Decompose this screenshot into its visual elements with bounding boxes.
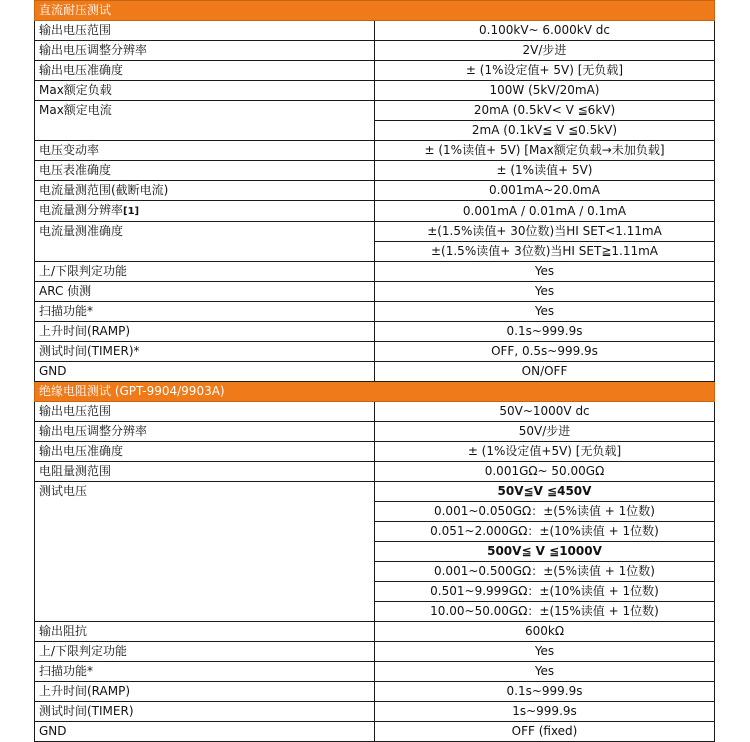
section-header [35, 1, 715, 21]
row-label [35, 702, 375, 722]
row-label [35, 61, 375, 81]
row-value: 2mA (0.1kV≦ V ≦0.5kV) [375, 121, 715, 141]
row-value: 20mA (0.5kV< V ≦6kV) [375, 101, 715, 121]
table-row [35, 222, 715, 242]
table-row [35, 262, 715, 282]
row-label [35, 322, 375, 342]
row-label [35, 422, 375, 442]
row-value: 50V~1000V dc [375, 402, 715, 422]
row-label-text: 电压表准确度 [39, 163, 112, 177]
row-value: 0.001~0.500GΩ：±(5%读值 + 1位数) [375, 562, 715, 582]
row-label [35, 402, 375, 422]
row-value: 0.1s~999.9s [375, 322, 715, 342]
row-label-text: 输出电压准确度 [39, 63, 124, 77]
row-label-text: 输出阻抗 [39, 624, 88, 638]
row-value: 10.00~50.00GΩ：±(15%读值 + 1位数) [375, 602, 715, 622]
row-value: ± (1%设定值+ 5V) [无负载] [375, 61, 715, 81]
table-row [35, 181, 715, 201]
row-label [35, 462, 375, 482]
row-label-text: 电压变动率 [39, 143, 100, 157]
row-value: Yes [375, 662, 715, 682]
row-label [35, 181, 375, 201]
row-value: 0.1s~999.9s [375, 682, 715, 702]
row-label-text: 上/下限判定功能 [39, 644, 128, 658]
row-value: ± (1%读值+ 5V) [Max额定负载→未加负载] [375, 141, 715, 161]
row-label-text: 输出电压准确度 [39, 444, 124, 458]
row-label-text: 输出电压范围 [39, 404, 112, 418]
row-label-text: Max额定电流 [39, 103, 112, 117]
table-row [35, 702, 715, 722]
row-label [35, 442, 375, 462]
section-header [35, 382, 715, 402]
row-value: 0.001~0.050GΩ：±(5%读值 + 1位数) [375, 502, 715, 522]
row-value: 0.100kV~ 6.000kV dc [375, 21, 715, 41]
row-label [35, 101, 375, 141]
table-row [35, 41, 715, 61]
table-row [35, 642, 715, 662]
row-label-text: 扫描功能* [39, 664, 94, 678]
table-row [35, 81, 715, 101]
row-value: 50V≦V ≦450V [375, 482, 715, 502]
row-label [35, 642, 375, 662]
table-row [35, 201, 715, 222]
row-value: 0.001mA~20.0mA [375, 181, 715, 201]
row-label-text: 上/下限判定功能 [39, 264, 128, 278]
table-row [35, 622, 715, 642]
section-title: 直流耐压测试 [35, 1, 715, 21]
footnote-marker: [1] [123, 206, 140, 217]
row-label [35, 161, 375, 181]
row-value: ± (1%设定值+5V) [无负载] [375, 442, 715, 462]
row-label-text: 测试时间(TIMER) [39, 704, 134, 718]
row-label-text: 输出电压范围 [39, 23, 112, 37]
row-value: 500V≦ V ≦1000V [375, 542, 715, 562]
table-row [35, 662, 715, 682]
table-row [35, 462, 715, 482]
row-value: 0.051~2.000GΩ：±(10%读值 + 1位数) [375, 522, 715, 542]
row-value: OFF (fixed) [375, 722, 715, 742]
table-row [35, 61, 715, 81]
row-label [35, 141, 375, 161]
row-value: 0.001GΩ~ 50.00GΩ [375, 462, 715, 482]
row-label-text: 电流量测分辨率 [39, 203, 124, 217]
row-label [35, 662, 375, 682]
table-row [35, 362, 715, 382]
table-row [35, 302, 715, 322]
table-row [35, 422, 715, 442]
table-row [35, 282, 715, 302]
row-label-text: 电阻量测范围 [39, 464, 112, 478]
row-value: 1s~999.9s [375, 702, 715, 722]
row-label-text: 输出电压调整分辨率 [39, 424, 148, 438]
row-value: 600kΩ [375, 622, 715, 642]
row-value: 0.001mA / 0.01mA / 0.1mA [375, 201, 715, 222]
row-label [35, 282, 375, 302]
row-value: ± (1%读值+ 5V) [375, 161, 715, 181]
row-label-text: GND [39, 364, 67, 378]
table-row [35, 141, 715, 161]
row-value: 0.501~9.999GΩ：±(10%读值 + 1位数) [375, 582, 715, 602]
table-row [35, 161, 715, 181]
row-label-text: Max额定负载 [39, 83, 112, 97]
row-value: OFF, 0.5s~999.9s [375, 342, 715, 362]
row-label-text: 上升时间(RAMP) [39, 684, 131, 698]
table-row [35, 342, 715, 362]
row-label-text: 电流量测范围(截断电流) [39, 183, 169, 197]
table-row [35, 442, 715, 462]
table-row [35, 402, 715, 422]
row-label-text: 测试电压 [39, 484, 88, 498]
row-label [35, 722, 375, 742]
row-label [35, 682, 375, 702]
table-row [35, 682, 715, 702]
row-label-text: 上升时间(RAMP) [39, 324, 131, 338]
table-row [35, 101, 715, 121]
row-label [35, 622, 375, 642]
row-label [35, 482, 375, 622]
table-row [35, 482, 715, 502]
row-value: ±(1.5%读值+ 3位数)当HI SET≧1.11mA [375, 242, 715, 262]
row-value: Yes [375, 302, 715, 322]
row-label-text: GND [39, 724, 67, 738]
row-label-text: 扫描功能* [39, 304, 94, 318]
row-label [35, 81, 375, 101]
row-value: 2V/步进 [375, 41, 715, 61]
row-label-text: 电流量测准确度 [39, 224, 124, 238]
spec-table [34, 0, 715, 742]
table-row [35, 21, 715, 41]
row-label [35, 21, 375, 41]
section-title: 绝缘电阻测试 (GPT-9904/9903A) [35, 382, 715, 402]
row-label [35, 222, 375, 262]
row-label [35, 41, 375, 61]
row-label [35, 362, 375, 382]
row-value: ±(1.5%读值+ 30位数)当HI SET<1.11mA [375, 222, 715, 242]
row-label-text: 输出电压调整分辨率 [39, 43, 148, 57]
row-label-text: ARC 侦测 [39, 284, 92, 298]
row-value: Yes [375, 642, 715, 662]
row-value: Yes [375, 282, 715, 302]
table-row [35, 722, 715, 742]
row-label [35, 342, 375, 362]
table-row [35, 322, 715, 342]
row-label [35, 262, 375, 282]
row-label [35, 302, 375, 322]
row-value: 50V/步进 [375, 422, 715, 442]
row-label-text: 测试时间(TIMER)* [39, 344, 140, 358]
row-label [35, 201, 375, 222]
row-value: ON/OFF [375, 362, 715, 382]
row-value: 100W (5kV/20mA) [375, 81, 715, 101]
row-value: Yes [375, 262, 715, 282]
